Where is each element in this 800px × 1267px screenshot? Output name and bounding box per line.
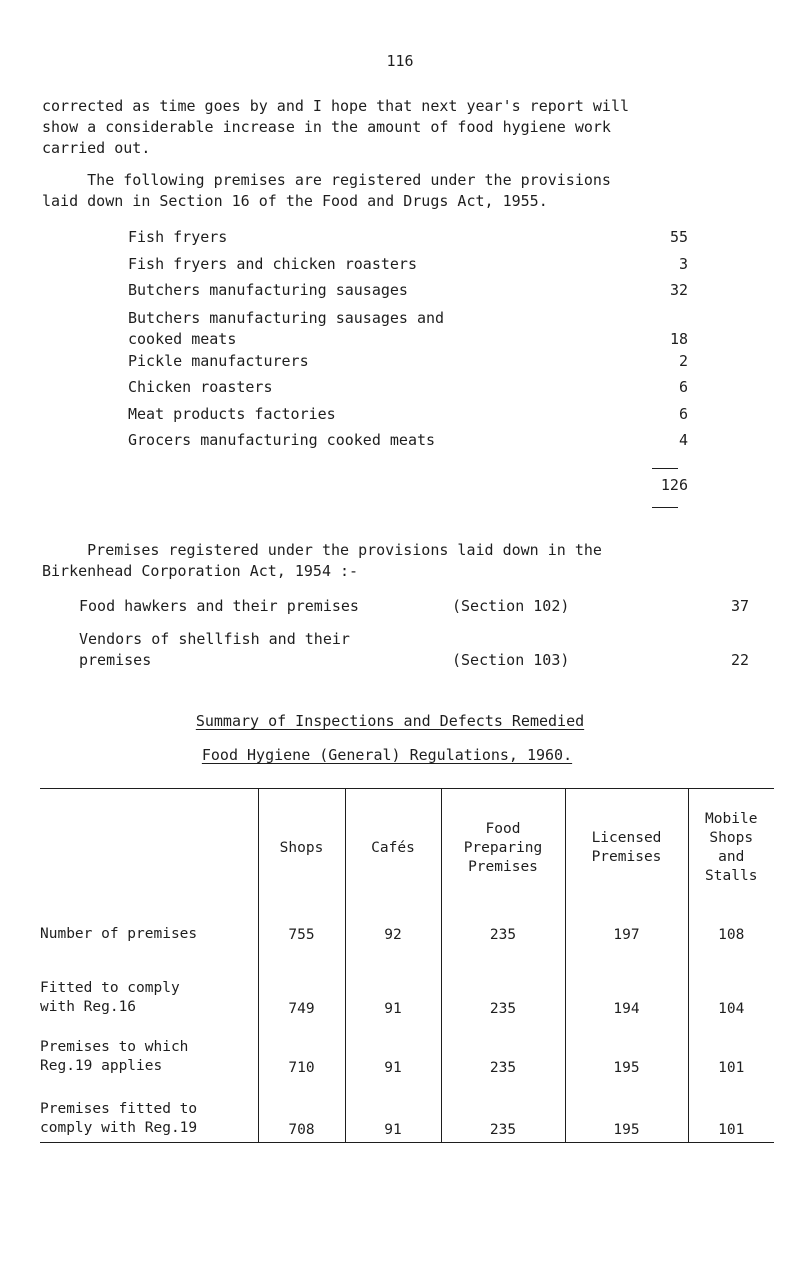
row-label: Premises to which Reg.19 applies [40,1039,189,1074]
premises-count: 4 [678,431,688,449]
food-drugs-premises-list [128,226,688,456]
column-header: Mobile Shops and Stalls [688,789,774,908]
premises-label: Vendors of shellfish and their premises [79,630,350,669]
table-header-row [40,789,774,908]
table-cell: 235 [441,1080,565,1143]
table-cell: 101 [688,1080,774,1143]
food-drugs-total: 126 [660,476,688,494]
table-cell: 235 [441,962,565,1021]
birkenhead-premises-list [79,596,749,671]
table-cell: 92 [345,907,441,962]
list-item [128,403,688,430]
table-cell: 194 [565,962,688,1021]
birkenhead-intro: Premises registered under the provisions laid down in the Birkenhead Corporation Act, 1954 :- [42,541,602,580]
table-cell: 195 [565,1080,688,1143]
column-header: Food Preparing Premises [441,789,565,908]
premises-label: Fish fryers [128,228,228,246]
list-item [79,629,749,671]
premises-count: 6 [678,404,688,423]
table-row [40,907,774,962]
section-ref: (Section 103) [452,651,570,669]
premises-label: Chicken roasters [128,378,273,396]
premises-count: 3 [678,254,688,273]
list-item [128,306,688,350]
list-item [128,226,688,253]
list-item [79,596,749,629]
section-ref: (Section 102) [452,597,570,615]
list-item [128,376,688,403]
summary-subheading: Food Hygiene (General) Regulations, 1960. [201,746,573,764]
premises-label: Butchers manufacturing sausages and cooked meats [128,308,445,348]
row-label: Premises fitted to comply with Reg.19 [40,1080,258,1143]
list-item [128,279,688,306]
premises-count: 32 [669,281,688,299]
table-cell: 91 [345,1080,441,1143]
table-cell: 197 [565,907,688,962]
premises-label: Butchers manufacturing sausages [128,281,408,299]
list-item [128,253,688,280]
table-cell: 91 [345,962,441,1021]
table-row [40,1021,774,1080]
table-cell: 708 [258,1080,345,1143]
premises-count: 55 [669,228,688,246]
total-rule-bottom [652,507,678,508]
table-cell: 101 [688,1021,774,1080]
premises-count: 2 [678,351,688,370]
premises-label: Pickle manufacturers [128,351,309,370]
premises-label: Grocers manufacturing cooked meats [128,431,436,449]
column-header: Shops [258,789,345,908]
table-cell: 235 [441,907,565,962]
table-cell: 195 [565,1021,688,1080]
intro-paragraph: corrected as time goes by and I hope that next year's report will show a considerable increase in the amount of food hygiene work carried out. [42,97,629,157]
row-label: Number of premises [40,926,198,942]
total-rule-top [652,468,678,469]
table-row [40,962,774,1021]
list-item [128,350,688,377]
column-header: Licensed Premises [565,789,688,908]
summary-heading: Summary of Inspections and Defects Remedied [195,712,585,730]
premises-count: 6 [678,378,688,396]
table-cell: 749 [258,962,345,1021]
table-row [40,1080,774,1143]
table-header-blank [40,789,258,908]
premises-count: 22 [730,651,749,669]
list-item [128,429,688,456]
premises-count: 18 [669,329,688,348]
table-cell: 104 [688,962,774,1021]
premises-label: Food hawkers and their premises [79,597,359,615]
table-cell: 755 [258,907,345,962]
table-cell: 91 [345,1021,441,1080]
column-header: Cafés [345,789,441,908]
food-drugs-intro: The following premises are registered under the provisions laid down in Section 16 of the Food and Drugs Act, 1955. [42,171,611,210]
table-cell: 235 [441,1021,565,1080]
summary-table [40,788,774,1143]
premises-count: 37 [730,597,749,615]
row-label: Fitted to comply with Reg.16 [40,980,180,1015]
premises-label: Fish fryers and chicken roasters [128,254,417,273]
page-number: 116 [386,52,414,70]
table-cell: 710 [258,1021,345,1080]
table-cell: 108 [688,907,774,962]
premises-label: Meat products factories [128,404,336,423]
